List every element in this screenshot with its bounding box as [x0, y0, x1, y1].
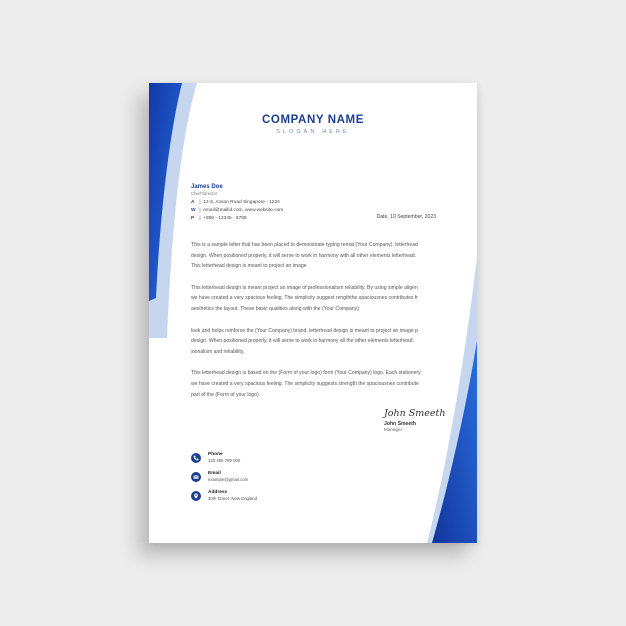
contact-email [191, 470, 257, 483]
letterhead-header [149, 114, 477, 135]
location-icon [191, 491, 201, 501]
sender-address-row: A | 12-3, Anson Road Singapore - 1234 [191, 199, 283, 207]
sender-title: Chief Director [191, 191, 218, 196]
sender-web-row: W | email@mailid.com, www.website.com [191, 207, 283, 215]
body-paragraph [191, 240, 445, 272]
contact-phone-value: 123 456 789 000 [208, 457, 241, 463]
body-line: This letterhead design is based on the (Form of your logo) form (Your Company) logo. Each stationery [191, 370, 421, 377]
signature-script: John Smeeth [384, 408, 446, 419]
sender-name: James Doe [191, 184, 223, 190]
body-line: aesthetics the layout. These basic qualities along with the (Your Company) [191, 305, 359, 312]
body-line: we have created a very spacious feeling. The simplicity suggests strength the spaciousnes contribute [191, 380, 419, 387]
contact-phone [191, 451, 257, 464]
body-line: sionalism and reliability. [191, 348, 245, 355]
contact-address-label: Address [208, 489, 228, 495]
letter-date: Date, 10 September, 2023 [376, 214, 436, 220]
body-line: look and helps reinforce the (Your Company) brand. letterhead design is meant to project an image p [191, 327, 418, 334]
contact-address-value: 30th Street, New England [208, 495, 257, 501]
company-name: COMPANY NAME [262, 114, 364, 126]
contact-phone-label: Phone [208, 451, 223, 457]
address-key: A [191, 200, 195, 205]
contact-address [191, 489, 257, 502]
sender-block [191, 184, 283, 224]
body-line: design. When positioned properly, it will serve to work in harmony all the other elements letterhead. [191, 338, 415, 345]
phone-key: P [191, 216, 195, 222]
body-line: This letterhead design is meant to project an image [191, 263, 307, 270]
sender-phone-row: P | +880 - 12345 - 6789 [191, 215, 283, 223]
body-paragraph [191, 368, 445, 400]
sender-web: email@mailid.com, www.website.com [203, 208, 284, 214]
body-paragraph [191, 283, 445, 315]
body-line: we have created a very spacious feeling. The simplicity suggest rengththe spaciousnes contributes fr [191, 295, 418, 302]
web-key: W [191, 208, 196, 214]
body-line: This is a sample letter that has been placed to demonstrate typing remat (Your Company), letterhead [191, 242, 418, 248]
email-icon [191, 472, 201, 482]
signatory-name: John Smeeth [384, 421, 416, 427]
contact-list [191, 451, 257, 508]
company-slogan: SLOGAN HERE [276, 129, 350, 135]
phone-icon [191, 453, 201, 463]
body-line: design. When positioned properly, it will serve to work in harmony with all other elements letterhead. [191, 252, 416, 259]
contact-email-value: example@gmail.com [208, 476, 249, 482]
body-line: This letterhead design is meant project an image of professionalism reliability. By using simple aligen [191, 284, 418, 291]
signature-block [384, 408, 445, 432]
letter-body [191, 240, 445, 411]
signatory-title: Manager [384, 427, 403, 432]
contact-email-label: Email [208, 470, 221, 476]
sender-phone: +880 - 12345 - 6789 [203, 216, 247, 222]
sender-address: 12-3, Anson Road Singapore - 1234 [203, 200, 280, 205]
letterhead-page [149, 83, 477, 543]
body-line: part of the (Form of your logo). [191, 391, 261, 398]
body-paragraph [191, 326, 445, 358]
